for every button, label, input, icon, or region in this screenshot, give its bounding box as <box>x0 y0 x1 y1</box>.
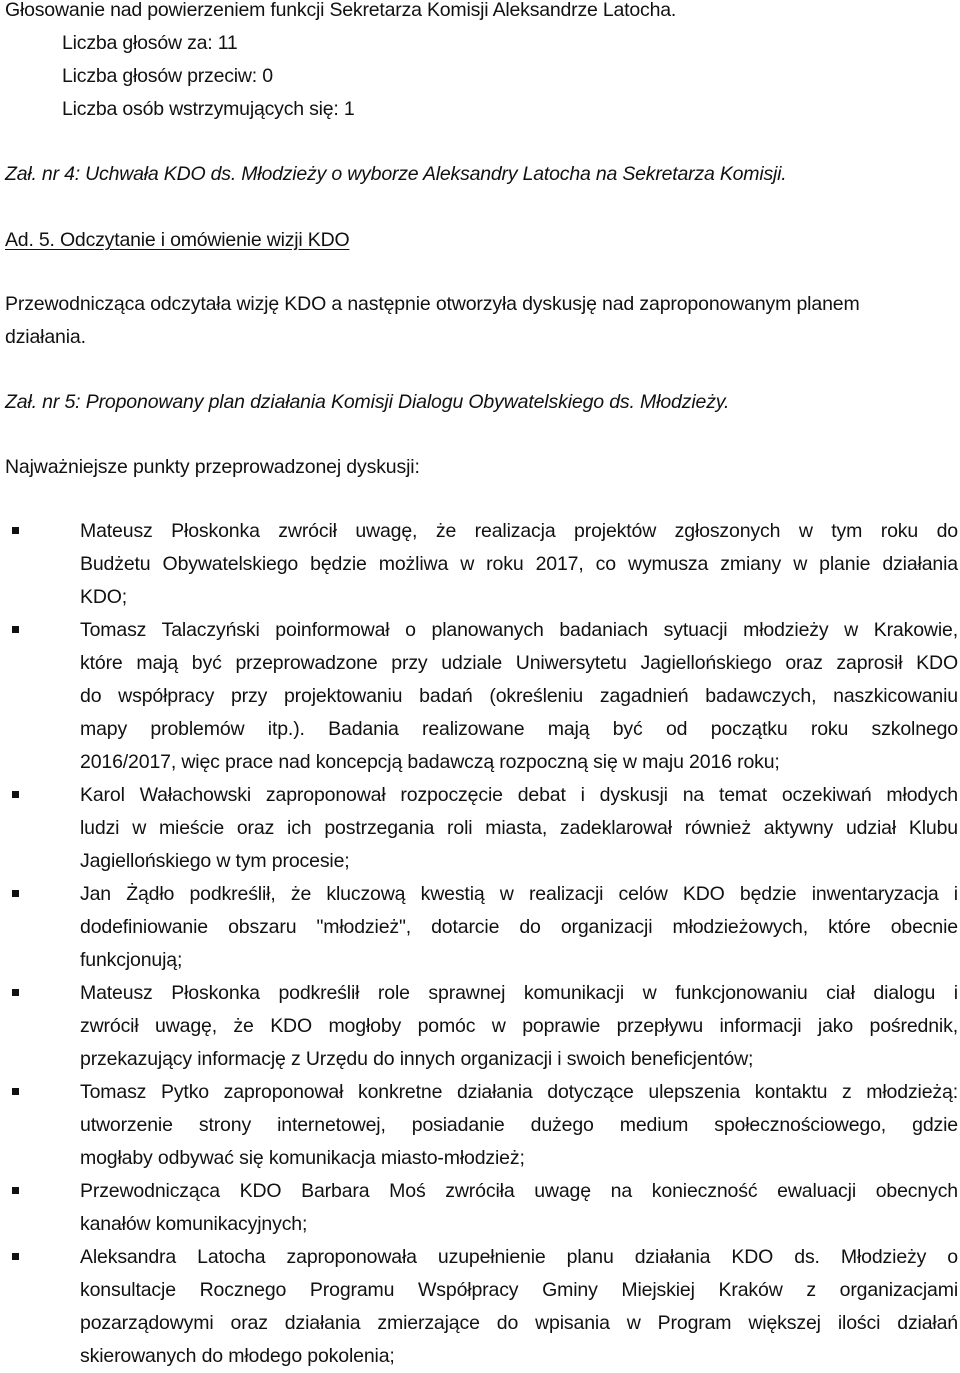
list-item-line: ludzi w mieście oraz ich postrzegania roli miasta, zadeklarował również aktywny udział Klubu <box>80 817 958 839</box>
list-item-line: konsultacje Rocznego Programu Współpracy Gminy Miejskiej Kraków z organizacjami <box>80 1279 958 1301</box>
list-item-line: kanałów komunikacyjnych; <box>80 1213 308 1235</box>
bullet-square-icon <box>12 626 19 633</box>
list-item-line: do współpracy przy projektowaniu badań (określeniu zagadnień badawczych, naszkicowaniu <box>80 685 958 707</box>
list-item <box>80 977 960 1076</box>
list-item-line: funkcjonują; <box>80 949 183 971</box>
list-item <box>80 779 960 878</box>
list-item <box>80 614 960 779</box>
bullet-square-icon <box>12 1088 19 1095</box>
item-5-paragraph-line-2: działania. <box>5 326 86 348</box>
votes-for: Liczba głosów za: 11 <box>62 32 238 54</box>
list-item-line: mogłaby odbywać się komunikacja miasto-młodzież; <box>80 1147 525 1169</box>
list-item-line: Tomasz Talaczyński poinformował o planowanych badaniach sytuacji młodzieży w Krakowie, <box>80 619 958 641</box>
abstentions: Liczba osób wstrzymujących się: 1 <box>62 98 355 120</box>
list-item <box>80 1076 960 1175</box>
list-item-line: pozarządowymi oraz działania zmierzające do wpisania w Program większej ilości działań <box>80 1312 958 1334</box>
attachment-5: Zał. nr 5: Proponowany plan działania Komisji Dialogu Obywatelskiego ds. Młodzieży. <box>5 391 730 413</box>
bullet-square-icon <box>12 791 19 798</box>
list-item-line: Budżetu Obywatelskiego będzie możliwa w roku 2017, co wymusza zmiany w planie działania <box>80 553 958 575</box>
list-item-line: Tomasz Pytko zaproponował konkretne działania dotyczące ulepszenia kontaktu z młodzieżą: <box>80 1081 958 1103</box>
list-item <box>80 878 960 977</box>
list-item-line: przekazujący informację z Urzędu do innych organizacji i swoich beneficjentów; <box>80 1048 754 1070</box>
item-5-heading: Ad. 5. Odczytanie i omówienie wizji KDO <box>5 229 350 251</box>
list-item-line: Jagiellońskiego w tym procesie; <box>80 850 350 872</box>
list-item-line: Mateusz Płoskonka podkreślił role sprawnej komunikacji w funkcjonowaniu ciał dialogu i <box>80 982 958 1004</box>
discussion-intro: Najważniejsze punkty przeprowadzonej dyskusji: <box>5 456 420 478</box>
list-item-line: utworzenie strony internetowej, posiadanie dużego medium społecznościowego, gdzie <box>80 1114 958 1136</box>
list-item-line: zwrócił uwagę, że KDO mogłoby pomóc w poprawie przepływu informacji jako pośrednik, <box>80 1015 958 1037</box>
list-item <box>80 1241 960 1373</box>
list-item <box>80 515 960 614</box>
list-item <box>80 1175 960 1241</box>
list-item-line: dodefiniowanie obszaru "młodzież", dotarcie do organizacji młodzieżowych, które obecnie <box>80 916 958 938</box>
bullet-square-icon <box>12 1253 19 1260</box>
list-item-line: skierowanych do młodego pokolenia; <box>80 1345 395 1367</box>
list-item-line: Przewodnicząca KDO Barbara Moś zwróciła uwagę na konieczność ewaluacji obecnych <box>80 1180 958 1202</box>
list-item-line: 2016/2017, więc prace nad koncepcją badawczą rozpoczną się w maju 2016 roku; <box>80 751 780 773</box>
bullet-square-icon <box>12 890 19 897</box>
list-item-line: Mateusz Płoskonka zwrócił uwagę, że realizacja projektów zgłoszonych w tym roku do <box>80 520 958 542</box>
list-item-line: Karol Wałachowski zaproponował rozpoczęcie debat i dyskusji na temat oczekiwań młodych <box>80 784 958 806</box>
bullet-square-icon <box>12 1187 19 1194</box>
list-item-line: Aleksandra Latocha zaproponowała uzupełnienie planu działania KDO ds. Młodzieży o <box>80 1246 958 1268</box>
list-item-line: mapy problemów itp.). Badania realizowane mają być od początku roku szkolnego <box>80 718 958 740</box>
bullet-square-icon <box>12 989 19 996</box>
item-5-paragraph-line-1: Przewodnicząca odczytała wizję KDO a następnie otworzyła dyskusję nad zaproponowanym planem <box>5 293 860 315</box>
list-item-line: które mają być przeprowadzone przy udziale Uniwersytetu Jagiellońskiego oraz zaprosił KDO <box>80 652 958 674</box>
list-item-line: KDO; <box>80 586 128 608</box>
bullet-square-icon <box>12 527 19 534</box>
votes-against: Liczba głosów przeciw: 0 <box>62 65 273 87</box>
list-item-line: Jan Żądło podkreślił, że kluczową kwestią w realizacji celów KDO będzie inwentaryzacja i <box>80 883 958 905</box>
attachment-4: Zał. nr 4: Uchwała KDO ds. Młodzieży o wyborze Aleksandry Latocha na Sekretarza Komisji. <box>5 163 787 185</box>
voting-heading: Głosowanie nad powierzeniem funkcji Sekretarza Komisji Aleksandrze Latocha. <box>5 0 677 21</box>
